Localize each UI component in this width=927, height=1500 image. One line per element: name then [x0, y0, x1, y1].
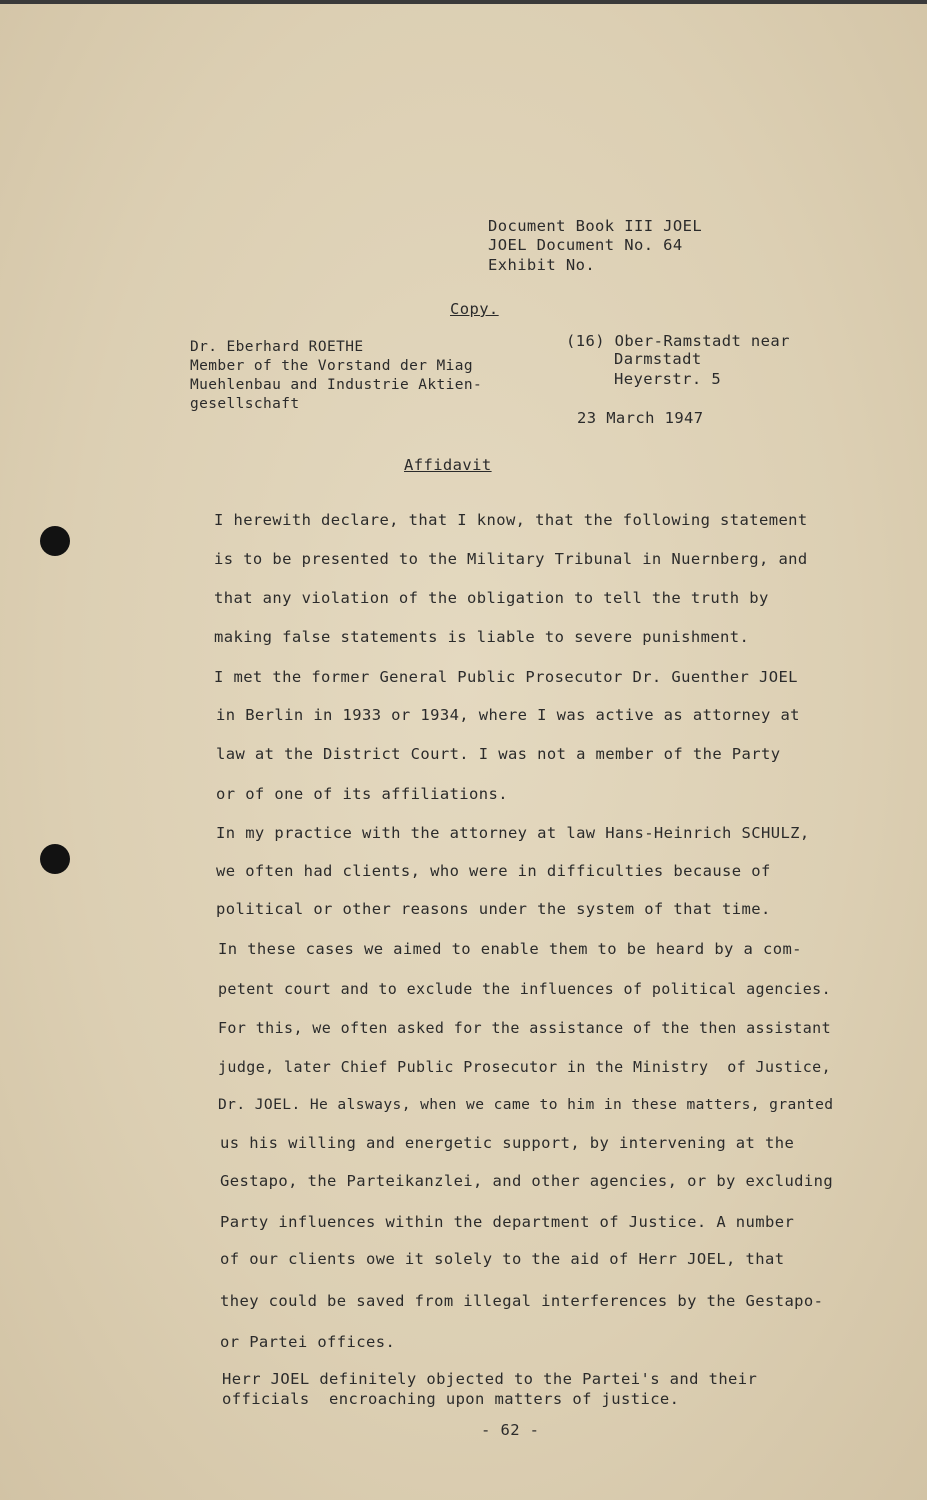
body-line: making false statements is liable to severe punishment.	[214, 628, 750, 646]
body-line: or of one of its affiliations.	[216, 785, 508, 803]
body-line: In these cases we aimed to enable them to be heard by a com-	[218, 940, 802, 958]
body-line: political or other reasons under the system of that time.	[216, 900, 771, 918]
address-line: (16) Ober-Ramstadt near	[566, 332, 790, 350]
sender-line: Muehlenbau and Industrie Aktien-	[190, 377, 483, 393]
sender-line: Dr. Eberhard ROETHE	[190, 339, 364, 355]
body-line: is to be presented to the Military Tribunal in Nuernberg, and	[214, 550, 808, 568]
top-edge	[0, 0, 927, 4]
punch-hole-top	[40, 526, 70, 556]
address-line: Darmstadt	[614, 350, 702, 368]
body-line: in Berlin in 1933 or 1934, where I was active as attorney at	[216, 706, 800, 724]
body-line: Gestapo, the Parteikanzlei, and other agencies, or by excluding	[220, 1172, 834, 1190]
document-title: Affidavit	[404, 456, 492, 474]
body-line: or Partei offices.	[220, 1333, 396, 1351]
body-line: I herewith declare, that I know, that the following statement	[214, 511, 808, 529]
header-line: JOEL Document No. 64	[488, 236, 683, 254]
body-line: petent court and to exclude the influences of political agencies.	[218, 980, 831, 998]
body-line: Herr JOEL definitely objected to the Partei's and their	[222, 1370, 758, 1388]
body-line: law at the District Court. I was not a member of the Party	[216, 745, 781, 763]
body-line: Dr. JOEL. He alsways, when we came to him in these matters, granted	[218, 1096, 834, 1113]
body-line: In my practice with the attorney at law Hans-Heinrich SCHULZ,	[216, 824, 810, 842]
body-line: officials encroaching upon matters of justice.	[222, 1390, 680, 1408]
body-line: that any violation of the obligation to tell the truth by	[214, 589, 769, 607]
body-line: we often had clients, who were in difficulties because of	[216, 862, 771, 880]
body-line: they could be saved from illegal interferences by the Gestapo-	[220, 1292, 824, 1310]
address-line: Heyerstr. 5	[614, 370, 722, 388]
date: 23 March 1947	[577, 409, 704, 427]
page-number: - 62 -	[481, 1421, 540, 1439]
body-line: judge, later Chief Public Prosecutor in the Ministry of Justice,	[218, 1058, 831, 1076]
header-line: Exhibit No.	[488, 256, 596, 274]
punch-hole-bottom	[40, 844, 70, 874]
sender-line: gesellschaft	[190, 396, 300, 412]
header-line: Document Book III JOEL	[488, 217, 703, 235]
body-line: I met the former General Public Prosecutor Dr. Guenther JOEL	[214, 668, 798, 686]
body-line: Party influences within the department of Justice. A number	[220, 1213, 795, 1231]
body-line: of our clients owe it solely to the aid of Herr JOEL, that	[220, 1250, 785, 1268]
sender-line: Member of the Vorstand der Miag	[190, 358, 474, 374]
body-line: For this, we often asked for the assistance of the then assistant	[218, 1019, 831, 1037]
body-line: us his willing and energetic support, by intervening at the	[220, 1134, 795, 1152]
copy-label: Copy.	[450, 300, 499, 318]
